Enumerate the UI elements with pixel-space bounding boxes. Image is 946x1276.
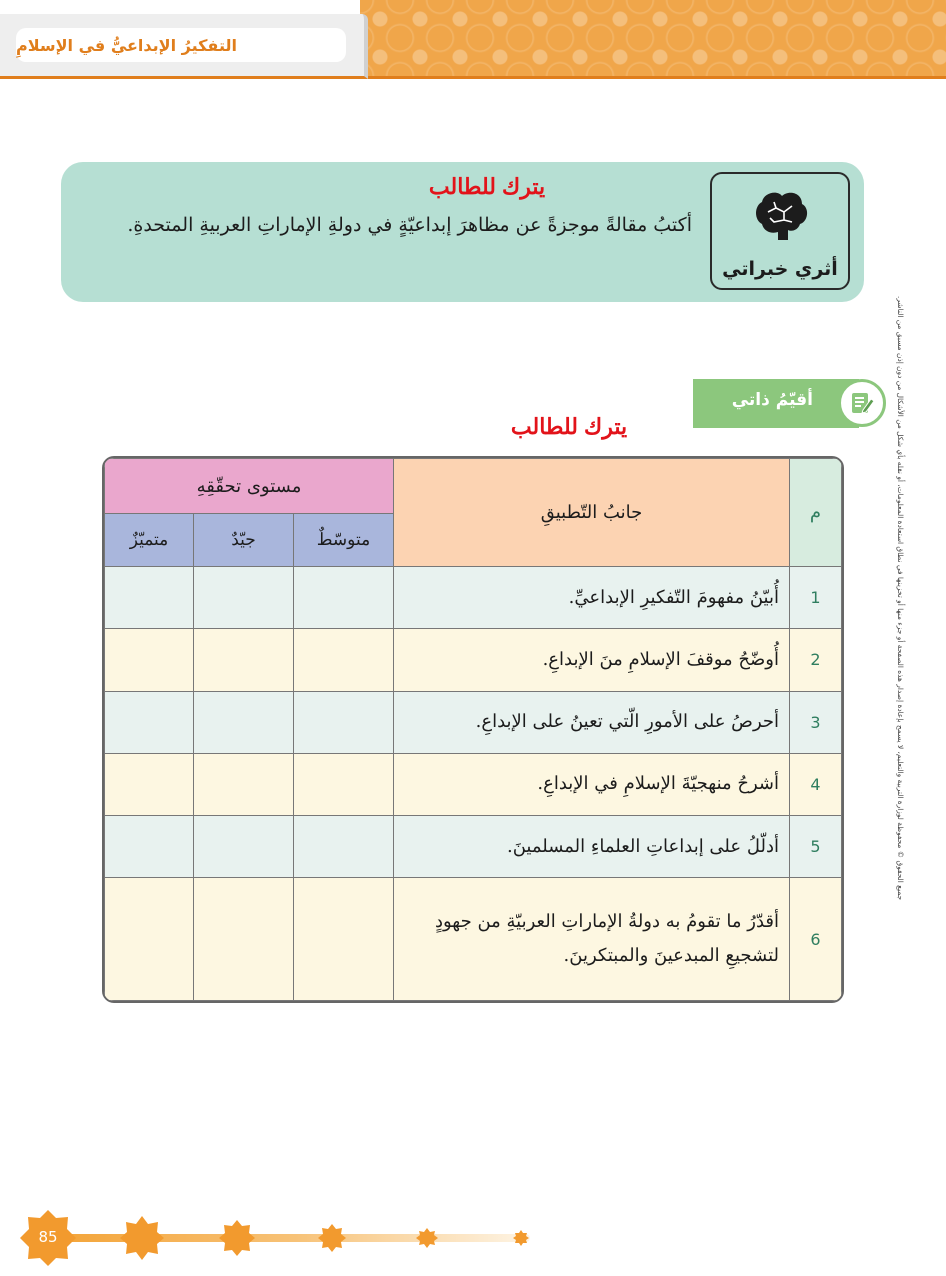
row-number: 1 <box>790 567 842 629</box>
level-cell-good[interactable] <box>194 691 294 753</box>
page-header <box>0 0 946 78</box>
copyright-text: جميع الحقوق © محفوظة لوزارة التربية والتعليم، لا يسمح بإعادة إصدار هذه الصفحة أو جزء منها أو تخزينها في نطاق استعادة المعلومات، أو نقله بأي شكل من الأشكال من دون إذن مسبق من الناشر. <box>896 296 905 901</box>
star-ornament <box>318 1224 346 1252</box>
star-ornament <box>120 1216 164 1260</box>
chapter-title: التفكيرُ الإبداعيُّ في الإسلامِ <box>16 28 346 62</box>
footer-ornament <box>0 1200 560 1276</box>
table-row <box>105 629 842 691</box>
level-cell-good[interactable] <box>194 567 294 629</box>
row-aspect: أدلّلُ على إبداعاتِ العلماءِ المسلمينَ. <box>394 816 790 878</box>
enrichment-box <box>61 162 864 302</box>
level-cell-average[interactable] <box>294 878 394 1001</box>
header-level-average: متوسّطٌ <box>294 514 394 567</box>
enrichment-badge <box>710 172 850 290</box>
enrichment-label: أثري خبراتي <box>722 258 838 280</box>
level-cell-excellent[interactable] <box>105 753 194 815</box>
table-row <box>105 816 842 878</box>
header-level-excellent: متميّزٌ <box>105 514 194 567</box>
row-number: 5 <box>790 816 842 878</box>
level-cell-good[interactable] <box>194 629 294 691</box>
level-cell-excellent[interactable] <box>105 816 194 878</box>
level-cell-average[interactable] <box>294 753 394 815</box>
row-aspect: أُوضّحُ موقفَ الإسلامِ منَ الإبداعِ. <box>394 629 790 691</box>
teacher-note: يترك للطالب <box>428 174 546 199</box>
row-aspect: أُبيّنُ مفهومَ التّفكيرِ الإبداعيِّ. <box>394 567 790 629</box>
level-cell-excellent[interactable] <box>105 691 194 753</box>
row-aspect: أقدّرُ ما تقومُ به دولةُ الإماراتِ العربيّةِ من جهودٍ لتشجيعِ المبدعينَ والمبتكرينَ. <box>394 878 790 1001</box>
self-assessment-label: أقيّمُ ذاتي <box>731 390 813 410</box>
table-row <box>105 567 842 629</box>
row-number: 3 <box>790 691 842 753</box>
assessment-table <box>102 456 844 1003</box>
table-row <box>105 753 842 815</box>
star-ornament <box>219 1220 255 1256</box>
level-cell-average[interactable] <box>294 816 394 878</box>
edit-icon <box>838 379 886 427</box>
star-ornament <box>416 1228 438 1248</box>
level-cell-good[interactable] <box>194 816 294 878</box>
level-cell-good[interactable] <box>194 753 294 815</box>
row-aspect: أحرصُ على الأمورِ الّتي تعينُ على الإبداعِ. <box>394 691 790 753</box>
level-cell-excellent[interactable] <box>105 878 194 1001</box>
teacher-note-2: يترك للطالب <box>510 414 628 439</box>
star-ornament <box>513 1230 529 1246</box>
page-footer <box>0 1200 946 1276</box>
row-number: 4 <box>790 753 842 815</box>
header-ornament <box>360 0 946 79</box>
row-aspect: أشرحُ منهجيّةَ الإسلامِ في الإبداعِ. <box>394 753 790 815</box>
level-cell-excellent[interactable] <box>105 567 194 629</box>
brain-icon <box>748 184 812 248</box>
level-cell-average[interactable] <box>294 691 394 753</box>
row-number: 2 <box>790 629 842 691</box>
row-number: 6 <box>790 878 842 1001</box>
self-assessment-tag <box>693 379 859 428</box>
level-cell-average[interactable] <box>294 567 394 629</box>
header-level: مستوى تحقّقِهِ <box>105 459 394 514</box>
table-row <box>105 691 842 753</box>
level-cell-good[interactable] <box>194 878 294 1001</box>
header-aspect: جانبُ التّطبيقِ <box>394 459 790 567</box>
enrichment-prompt: أكتبُ مقالةً موجزةً عن مظاهرَ إبداعيّةٍ في دولةِ الإماراتِ العربيةِ المتحدةِ. <box>127 214 692 236</box>
page-number: 85 <box>38 1228 58 1246</box>
header-level-good: جيّدٌ <box>194 514 294 567</box>
level-cell-average[interactable] <box>294 629 394 691</box>
level-cell-excellent[interactable] <box>105 629 194 691</box>
header-number: م <box>790 459 842 567</box>
copyright-note <box>893 296 917 1006</box>
table-row <box>105 878 842 1001</box>
